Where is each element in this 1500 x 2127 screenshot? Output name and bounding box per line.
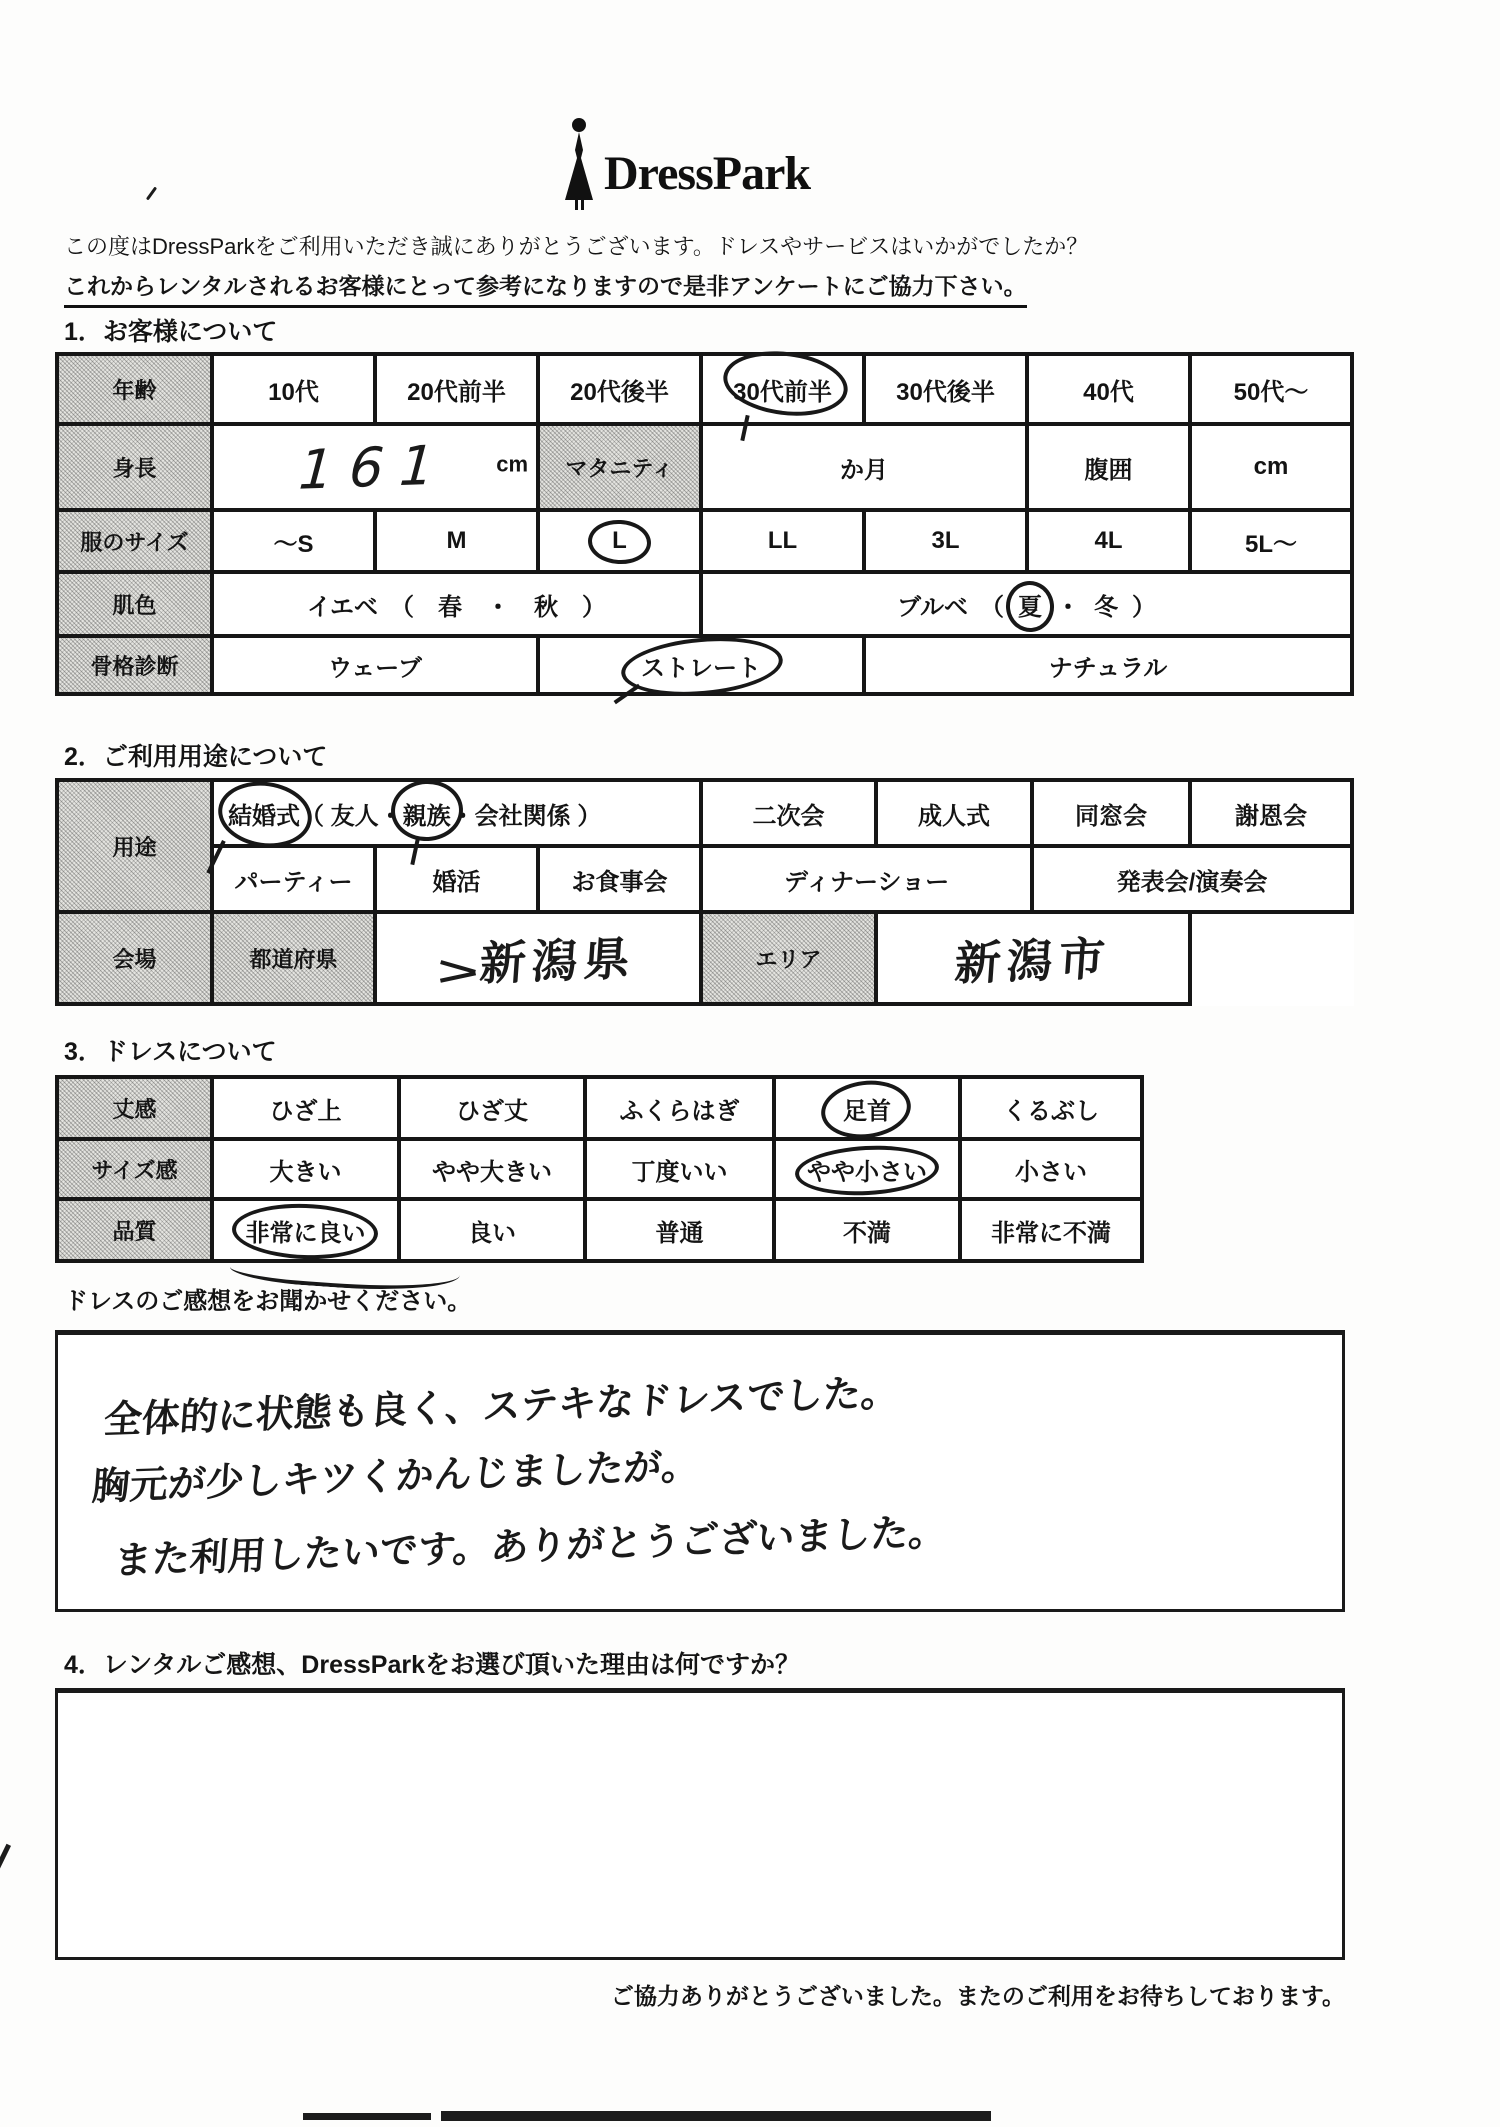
handwritten-prefecture: 新潟県 [477,931,638,991]
option-cell: 30代後半 [864,354,1027,424]
quality-row [57,1199,1142,1261]
option-cell: LL [701,510,864,572]
purpose-row-2 [57,846,1352,912]
option-cell: 不満 [774,1199,960,1261]
option-cell: 二次会 [701,780,876,846]
option-cell: ふくらはぎ [585,1077,774,1139]
intro-thanks: この度はDressParkをご利用いただき誠にありがとうございます。ドレスやサービスはいかがでしたか？ [64,234,1089,259]
height-label: 身長 [57,424,212,510]
option-cell: M [375,510,538,572]
empty-area [1190,912,1352,1004]
handwritten-height: 161 [297,432,453,502]
height-value-cell [212,424,538,510]
feedback-box [55,1330,1345,1612]
option-cell: お食事会 [538,846,701,912]
option-cell: 小さい [960,1139,1142,1199]
customer-table [55,352,1354,696]
height-unit: cm [496,451,528,477]
circled-option-size: L [612,527,627,554]
option-cell: 50代～ [1190,354,1352,424]
option-cell [538,510,701,572]
option-cell: 10代 [212,354,375,424]
option-cell: 40代 [1027,354,1190,424]
wedding-cell: 結婚式（ 友人・親族・会社関係 ） [212,780,701,846]
girth-unit: cm [1190,424,1352,510]
section2-title: 2．ご利用用途について [64,743,328,771]
skin-tone-label: 肌色 [57,572,212,636]
circled-option-length: 足首 [843,1091,891,1126]
option-cell: 5L～ [1190,510,1352,572]
skeleton-row [57,636,1352,694]
area-label: エリア [701,912,876,1004]
option-cell: 発表会/演奏会 [1032,846,1352,912]
option-cell: ～S [212,510,375,572]
scan-artifact [441,2111,991,2121]
footer-message: ご協力ありがとうございました。またのご利用をお待ちしております。 [610,1983,1345,2009]
length-row [57,1077,1142,1139]
option-cell [538,636,864,694]
blube-cell: ブルベ （ 夏 ・ 冬 ） [701,572,1352,636]
length-label: 丈感 [57,1077,212,1139]
option-cell: 丁度いい [585,1139,774,1199]
age-label: 年齢 [57,354,212,424]
venue-label: 会場 [57,912,212,1004]
age-row [57,354,1352,424]
option-cell: 20代後半 [538,354,701,424]
option-cell: 20代前半 [375,354,538,424]
section4-title: 4．レンタルご感想、DressParkをお選び頂いた理由は何ですか？ [64,1651,800,1679]
purpose-label: 用途 [57,780,212,912]
quality-label: 品質 [57,1199,212,1261]
option-cell: 大きい [212,1139,399,1199]
option-cell: 謝恩会 [1190,780,1352,846]
purpose-row-1 [57,780,1352,846]
option-cell: 婚活 [375,846,538,912]
fit-row [57,1139,1142,1199]
scan-artifact [303,2113,431,2120]
fit-label: サイズ感 [57,1139,212,1199]
maternity-label: マタニティ [538,424,701,510]
scan-artifact [0,1844,11,1897]
skin-tone-row [57,572,1352,636]
dress-figure-icon [562,116,596,212]
circled-option-age: 30代前半 [733,372,832,407]
section3-title: 3．ドレスについて [64,1038,277,1066]
option-cell: ひざ丈 [399,1077,585,1139]
option-cell: 4L [1027,510,1190,572]
scribble-mark [440,951,476,991]
intro-request: これからレンタルされるお客様にとって参考になりますので是非アンケートにご協力下さい。 [64,268,1027,308]
size-label: 服のサイズ [57,510,212,572]
venue-row [57,912,1352,1004]
skeleton-label: 骨格診断 [57,636,212,694]
usage-table [55,778,1354,1006]
girth-label: 腹囲 [1027,424,1190,510]
prefecture-value-cell [375,912,701,1004]
option-cell: 普通 [585,1199,774,1261]
option-cell: ナチュラル [864,636,1352,694]
circled-option-fit: やや小さい [807,1152,927,1187]
scan-artifact [146,187,157,201]
brand-logo [562,116,810,212]
option-cell: くるぶし [960,1077,1142,1139]
option-cell: ウェーブ [212,636,538,694]
dress-table [55,1075,1144,1263]
section1-title: 1．お客様について [64,318,278,346]
handwritten-comment-line: 全体的に状態も良く、ステキなドレスでした。 [102,1370,901,1442]
option-cell: 成人式 [876,780,1032,846]
option-cell: 同窓会 [1032,780,1190,846]
handwritten-comment-line: 胸元が少しキツくかんじましたが。 [90,1443,702,1509]
option-cell [701,354,864,424]
prefecture-label: 都道府県 [212,912,375,1004]
reason-box [55,1688,1345,1960]
circled-option-wedding: 結婚式 [228,796,300,831]
months-cell: か月 [701,424,1027,510]
option-cell: 3L [864,510,1027,572]
brand-name: DressPark [604,147,811,200]
handwritten-area: 新潟市 [952,931,1113,991]
option-cell [774,1139,960,1199]
option-cell: 良い [399,1199,585,1261]
option-cell: ひざ上 [212,1077,399,1139]
option-cell: やや大きい [399,1139,585,1199]
circled-option-quality: 非常に良い [246,1213,366,1248]
circled-option-relatives: 親族 [403,796,451,831]
area-value-cell [876,912,1190,1004]
handwritten-comment-line: また利用したいです。ありがとうございました。 [112,1509,949,1583]
yebe-cell: イエベ （ 春 ・ 秋 ） [212,572,701,636]
option-cell: パーティー [212,846,375,912]
option-cell [774,1077,960,1139]
option-cell: 非常に不満 [960,1199,1142,1261]
size-row [57,510,1352,572]
circled-option-summer: 夏 [1018,587,1042,622]
height-row [57,424,1352,510]
circled-option-skeleton: ストレート [641,648,761,683]
option-cell [212,1199,399,1261]
option-cell: ディナーショー [701,846,1032,912]
feedback-prompt: ドレスのご感想をお聞かせください。 [64,1288,472,1315]
